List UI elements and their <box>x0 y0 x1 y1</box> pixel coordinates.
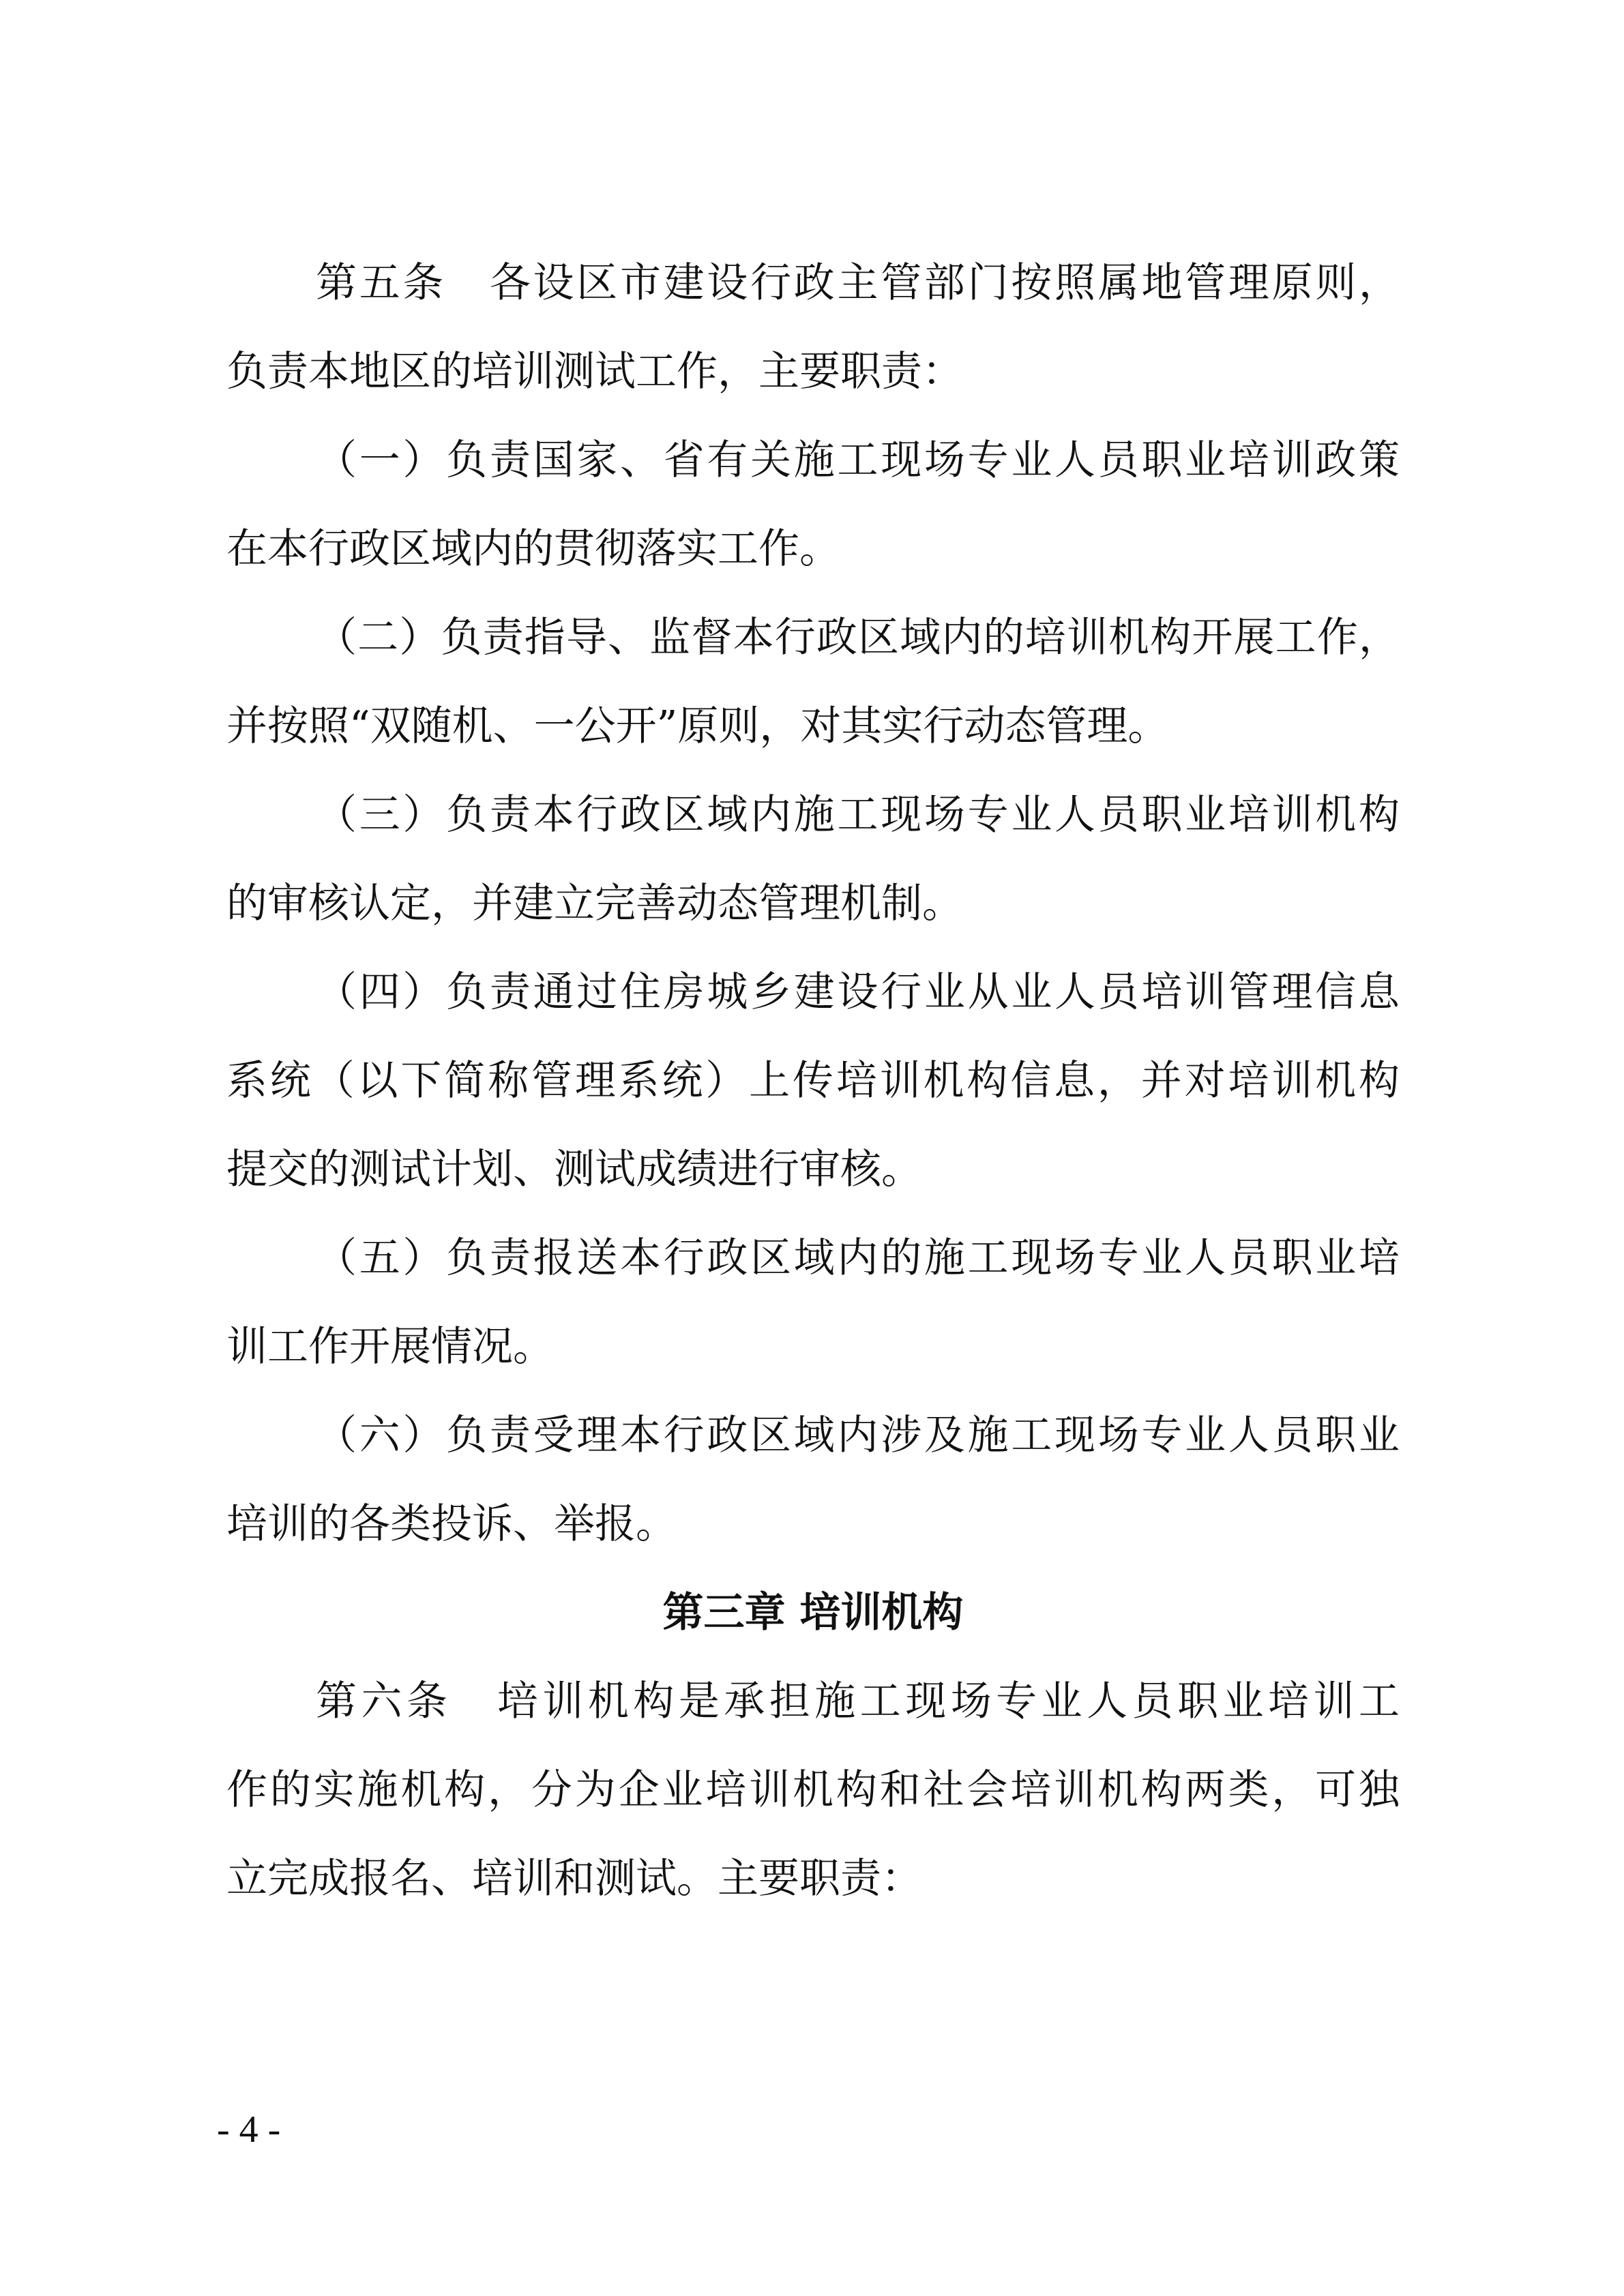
item-1-line-2: 在本行政区域内的贯彻落实工作。 <box>226 525 840 573</box>
item-6-line-2: 培训的各类投诉、举报。 <box>226 1500 677 1548</box>
article-6-line-2: 作的实施机构，分为企业培训机构和社会培训机构两类，可独 <box>226 1766 1400 1814</box>
chapter-heading: 第三章 培训机构 <box>662 1589 964 1637</box>
item-4-line-1: （四）负责通过住房城乡建设行业从业人员培训管理信息 <box>316 968 1400 1016</box>
article-6-line-1: 第六条 培训机构是承担施工现场专业人员职业培训工 <box>316 1678 1400 1725</box>
item-5-line-2: 训工作开展情况。 <box>226 1323 554 1371</box>
item-5-line-1: （五）负责报送本行政区域内的施工现场专业人员职业培 <box>316 1234 1400 1282</box>
article-5-line-1: 第五条 各设区市建设行政主管部门按照属地管理原则， <box>316 259 1400 307</box>
article-5-line-2: 负责本地区的培训测试工作，主要职责： <box>226 348 963 396</box>
item-3-line-1: （三）负责本行政区域内施工现场专业人员职业培训机构 <box>316 791 1400 839</box>
article-6-line-3: 立完成报名、培训和测试。主要职责： <box>226 1855 922 1903</box>
item-6-line-1: （六）负责受理本行政区域内涉及施工现场专业人员职业 <box>316 1412 1400 1459</box>
item-4-line-3: 提交的测试计划、测试成绩进行审核。 <box>226 1146 922 1193</box>
item-1-line-1: （一）负责国家、省有关施工现场专业人员职业培训政策 <box>316 436 1400 484</box>
page-number: - 4 - <box>217 2108 281 2151</box>
item-2-line-2: 并按照“双随机、一公开”原则，对其实行动态管理。 <box>226 702 1169 750</box>
item-4-line-2: 系统（以下简称管理系统）上传培训机构信息，并对培训机构 <box>226 1057 1400 1105</box>
item-2-line-1: （二）负责指导、监督本行政区域内的培训机构开展工作， <box>316 614 1400 661</box>
item-3-line-2: 的审核认定，并建立完善动态管理机制。 <box>226 880 963 927</box>
